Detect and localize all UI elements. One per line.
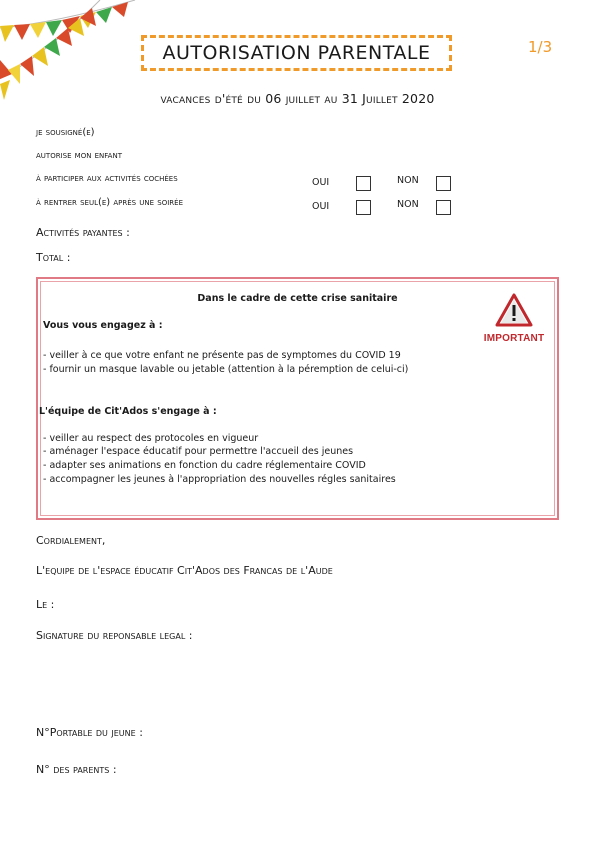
authorize-label: autorise mon enfant [36, 150, 122, 161]
sanitary-notice-box [36, 277, 559, 520]
team-commit-item: - aménager l'espace éducatif pour permettre l'accueil des jeunes [43, 446, 354, 457]
notice-heading: Dans le cadre de cette crise sanitaire [197, 293, 398, 304]
date-label: Le : [36, 598, 55, 611]
parents-phone-label: N° des parents : [36, 763, 117, 776]
important-label: IMPORTANT [483, 333, 545, 344]
yes-label: OUI [312, 177, 330, 188]
page-subtitle: vacances d'été du 06 juillet au 31 Juillet 2020 [160, 91, 435, 106]
you-commit-item: - veiller à ce que votre enfant ne présente pas de symptomes du COVID 19 [43, 350, 401, 361]
undersigned-label: je sousigné(e) [36, 127, 95, 138]
page-title: AUTORISATION PARENTALE [162, 42, 431, 64]
signature-label: Signature du reponsable legal : [36, 629, 193, 642]
you-commit-title: Vous vous engagez à : [43, 320, 163, 331]
activities-question: à participer aux activités cochées [36, 173, 178, 184]
important-badge [479, 293, 549, 344]
activities-yes-checkbox[interactable] [356, 176, 371, 191]
team-commit-title: L'équipe de Cit'Ados s'engage à : [39, 406, 217, 417]
team-commit-item: - accompagner les jeunes à l'appropriation des nouvelles régles sanitaires [43, 474, 396, 485]
no-label: NON [397, 199, 419, 210]
page-indicator: 1/3 [528, 38, 553, 56]
team-commit-item: - adapter ses animations en fonction du cadre réglementaire COVID [43, 460, 366, 471]
total-label: Total : [36, 251, 71, 264]
you-commit-item: - fournir un masque lavable ou jetable (attention à la péremption de celui-ci) [43, 364, 409, 375]
no-label: NON [397, 175, 419, 186]
return-no-checkbox[interactable] [436, 200, 451, 215]
activities-no-checkbox[interactable] [436, 176, 451, 191]
team-commit-item: - veiller au respect des protocoles en vigueur [43, 433, 259, 444]
return-question: à rentrer seul(e) après une soirée [36, 197, 183, 208]
return-yes-checkbox[interactable] [356, 200, 371, 215]
title-frame [141, 35, 452, 71]
youth-phone-label: N°Portable du jeune : [36, 726, 143, 739]
paid-activities-label: Activités payantes : [36, 226, 130, 239]
warning-triangle-icon [479, 293, 549, 327]
regards-text: Cordialement, [36, 534, 106, 547]
yes-label: OUI [312, 201, 330, 212]
team-signature: L'equipe de l'espace éducatif Cit'Ados des Francas de l'Aude [36, 564, 333, 577]
